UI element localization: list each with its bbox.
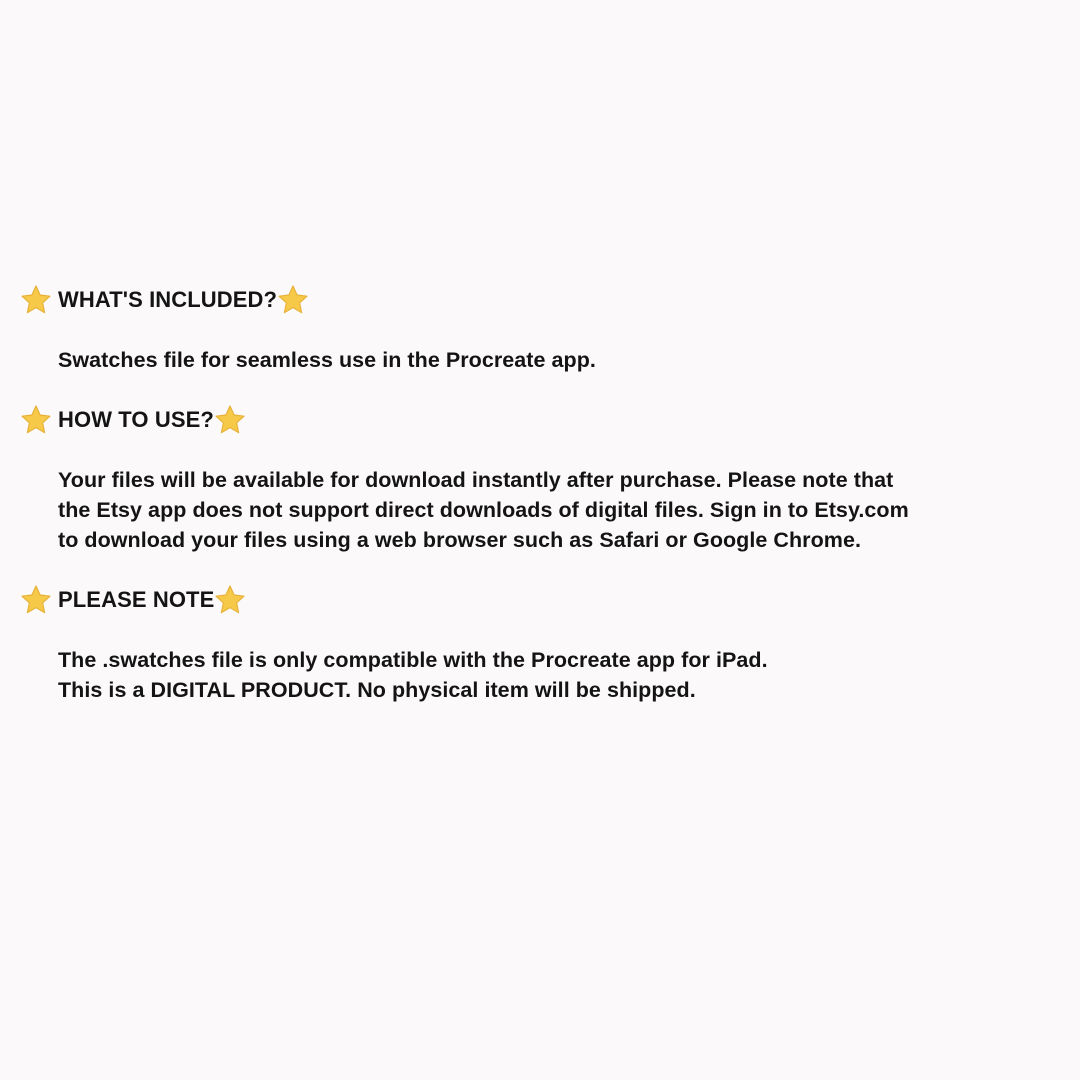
star-icon xyxy=(20,284,52,316)
body-line: the Etsy app does not support direct downloads of digital files. Sign in to Etsy.com xyxy=(58,498,909,522)
body-line: This is a DIGITAL PRODUCT. No physical item will be shipped. xyxy=(58,678,696,702)
section-heading-text: PLEASE NOTE xyxy=(58,587,215,612)
section-body-please-note xyxy=(58,645,1058,705)
star-icon xyxy=(214,584,246,616)
section-heading-how-to-use xyxy=(20,403,246,437)
section-body-whats-included xyxy=(58,345,1058,375)
body-line: Swatches file for seamless use in the Procreate app. xyxy=(58,348,596,372)
body-line: Your files will be available for download instantly after purchase. Please note that xyxy=(58,468,894,492)
star-icon xyxy=(20,584,52,616)
section-heading-whats-included xyxy=(20,283,309,317)
section-heading-text: HOW TO USE? xyxy=(58,407,214,432)
body-line: The .swatches file is only compatible with the Procreate app for iPad. xyxy=(58,648,768,672)
section-body-how-to-use xyxy=(58,465,1058,555)
section-heading-please-note xyxy=(20,583,246,617)
section-heading-text: WHAT'S INCLUDED? xyxy=(58,287,278,312)
body-line: to download your files using a web browser such as Safari or Google Chrome. xyxy=(58,528,861,552)
star-icon xyxy=(214,404,246,436)
star-icon xyxy=(277,284,309,316)
star-icon xyxy=(20,404,52,436)
